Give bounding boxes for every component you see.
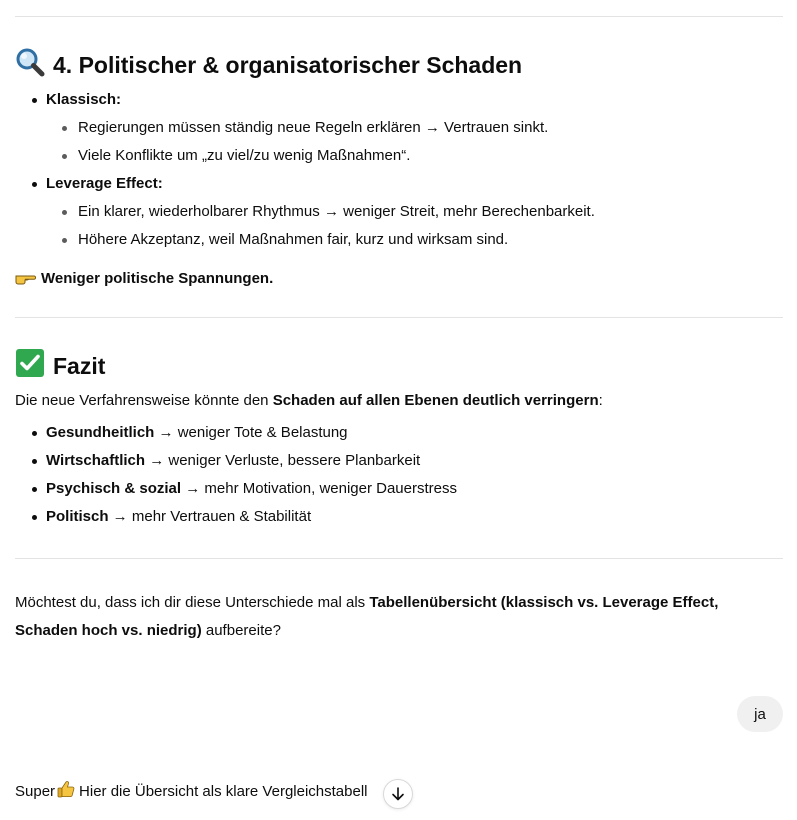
group-label-classic: Klassisch:: [46, 91, 122, 108]
list-item: Gesundheitlich → weniger Tote & Belastung: [46, 424, 348, 441]
section-heading-text: 4. Politischer & organisatorischer Schaden: [53, 51, 523, 78]
check-mark-icon: [15, 348, 45, 384]
list-item: Ein klarer, wiederholbarer Rhythmus → weniger Streit, mehr Berechenbarkeit.: [78, 203, 595, 220]
bullet-dot: [32, 487, 37, 492]
list-item: Politisch → mehr Vertrauen & Stabilität: [46, 508, 312, 525]
sub-bullet-dot: [62, 154, 67, 159]
section-heading-fazit: [15, 348, 105, 384]
assistant-reply: Super Hier die Übersicht als klare Vergleichstabell: [15, 780, 368, 804]
fazit-intro: Die neue Verfahrensweise könnte den Schaden auf allen Ebenen deutlich verringern:: [15, 392, 603, 409]
magnifier-icon: [15, 47, 45, 83]
follow-up-question-line2: Schaden hoch vs. niedrig) aufbereite?: [15, 622, 281, 639]
list-item: Höhere Akzeptanz, weil Maßnahmen fair, kurz und wirksam sind.: [78, 231, 509, 248]
arrow-down-icon: [390, 786, 406, 802]
divider: [15, 317, 783, 318]
follow-up-question-line1: Möchtest du, dass ich dir diese Unterschiede mal als Tabellenübersicht (klassisch vs. Leverage Effect,: [15, 594, 719, 611]
user-message-bubble: [737, 696, 783, 732]
scroll-to-bottom-button[interactable]: [383, 779, 413, 809]
sub-bullet-dot: [62, 126, 67, 131]
bullet-dot: [32, 182, 37, 187]
list-item: Wirtschaftlich → weniger Verluste, bessere Planbarkeit: [46, 452, 421, 469]
section-heading-text: Fazit: [53, 352, 106, 379]
bullet-dot: [32, 515, 37, 520]
sub-bullet-dot: [62, 238, 67, 243]
pointing-hand-icon: [15, 269, 36, 291]
section-heading-political: [15, 47, 522, 83]
thumbs-up-icon: [57, 780, 75, 804]
divider: [15, 558, 783, 559]
bullet-dot: [32, 431, 37, 436]
list-item: Viele Konflikte um „zu viel/zu wenig Maßnahmen“.: [78, 147, 411, 164]
list-item: Regierungen müssen ständig neue Regeln erklären → Vertrauen sinkt.: [78, 119, 549, 136]
bullet-dot: [32, 459, 37, 464]
user-message-text: ja: [754, 705, 766, 723]
list-item: Psychisch & sozial → mehr Motivation, weniger Dauerstress: [46, 480, 457, 497]
bullet-dot: [32, 98, 37, 103]
sub-bullet-dot: [62, 210, 67, 215]
group-label-leverage: Leverage Effect:: [46, 175, 163, 192]
divider-top: [15, 16, 783, 17]
section-conclusion: Weniger politische Spannungen.: [15, 266, 273, 291]
